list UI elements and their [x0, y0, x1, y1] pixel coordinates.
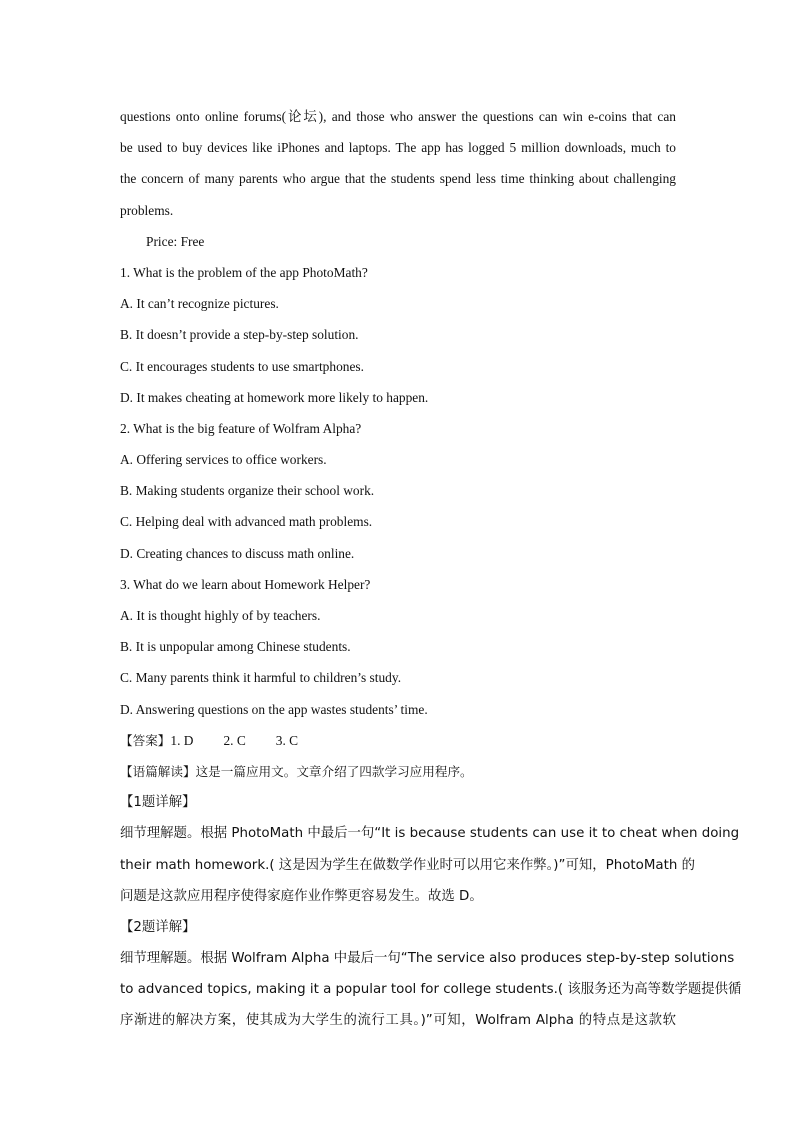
option-d: D. Creating chances to discuss math online. [120, 545, 355, 561]
question-2 [120, 413, 676, 569]
option-d: D. It makes cheating at homework more likely to happen. [120, 389, 429, 405]
price-line: Price: Free [146, 233, 205, 249]
question-stem: 1. What is the problem of the app PhotoMath? [120, 264, 368, 280]
detail-1 [120, 787, 740, 912]
option-a: A. Offering services to office workers. [120, 452, 327, 468]
passage-line: the concern of many parents who argue that the students spend less time thinking about challenging [120, 171, 676, 187]
question-3 [120, 569, 676, 725]
passage-paragraph [120, 101, 676, 226]
option-d: D. Answering questions on the app wastes students’ time. [120, 701, 428, 717]
reading-summary: 【语篇解读】这是一篇应用文。文章介绍了四款学习应用程序。 [120, 763, 473, 779]
passage-line: be used to buy devices like iPhones and laptops. The app has logged 5 million downloads, much to [120, 140, 676, 156]
detail-heading: 【2题详解】 [120, 919, 196, 935]
question-stem: 3. What do we learn about Homework Helper? [120, 576, 371, 592]
detail-line: 问题是这款应用程序使得家庭作业作弊更容易发生。故选 D。 [120, 888, 483, 904]
answer-item: 3. C [275, 732, 299, 748]
passage-line: questions onto online forums(论坛), and those who answer the questions can win e-coins that can [120, 109, 676, 124]
detail-line: 细节理解题。根据 Wolfram Alpha 中最后一句“The service also produces step-by-step solutions [120, 951, 735, 967]
option-a: A. It can’t recognize pictures. [120, 296, 279, 312]
option-c: C. Many parents think it harmful to children’s study. [120, 670, 402, 686]
answer-line [120, 725, 676, 756]
detail-2 [120, 912, 742, 1037]
question-1 [120, 257, 676, 413]
option-b: B. It doesn’t provide a step-by-step solution. [120, 327, 359, 343]
detail-line: to advanced topics, making it a popular tool for college students.( 该服务还为高等数学题提供循 [120, 982, 742, 998]
answer-item: 1. D [170, 732, 194, 748]
passage-line: problems. [120, 202, 174, 218]
detail-line: their math homework.( 这是因为学生在做数学作业时可以用它来作弊。)”可知，PhotoMath 的 [120, 857, 695, 873]
question-stem: 2. What is the big feature of Wolfram Alpha? [120, 420, 362, 436]
option-c: C. It encourages students to use smartphones. [120, 358, 364, 374]
answer-label: 【答案】 [120, 732, 171, 748]
option-b: B. It is unpopular among Chinese students. [120, 639, 351, 655]
option-a: A. It is thought highly of by teachers. [120, 608, 321, 623]
option-b: B. Making students organize their school work. [120, 483, 375, 499]
detail-line: 细节理解题。根据 PhotoMath 中最后一句“It is because students can use it to cheat when doing [120, 826, 740, 842]
detail-heading: 【1题详解】 [120, 795, 196, 811]
answer-item: 2. C [223, 732, 246, 748]
option-c: C. Helping deal with advanced math problems. [120, 514, 373, 530]
detail-line: 序渐进的解决方案，使其成为大学生的流行工具。)”可知，Wolfram Alpha 的特点是这款软 [120, 1013, 676, 1029]
